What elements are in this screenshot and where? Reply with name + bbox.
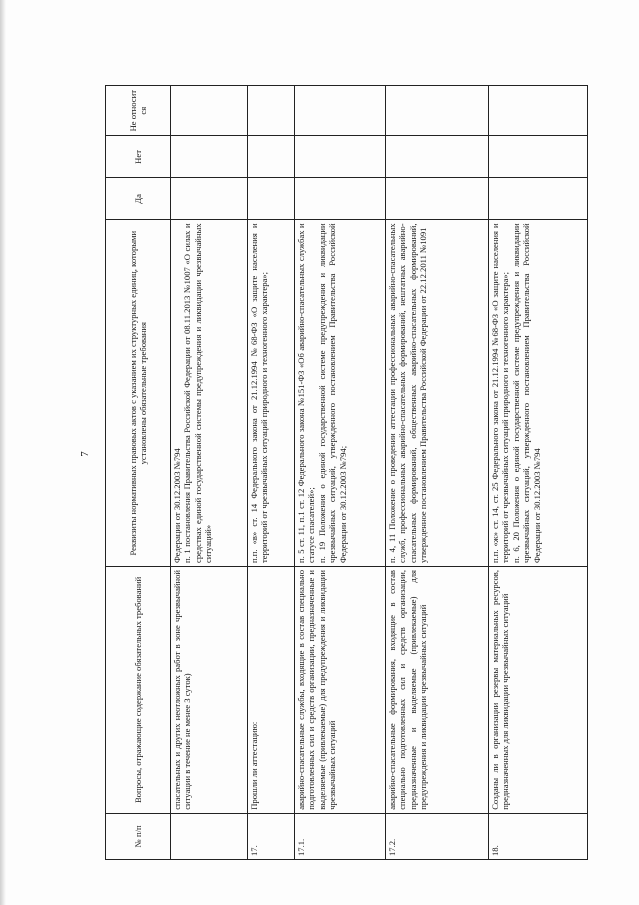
cell-na <box>489 86 588 136</box>
cell-no <box>295 136 386 178</box>
header-num: № п/п <box>106 813 171 859</box>
row-num: 17.2. <box>386 813 489 859</box>
requisite-line: п. 1 постановления Правительства Российской Федерации от 08.11.2013 №1007 «О силах и средствах единой государственной системы предупреждения и ликвидации чрезвычайных ситуаций» <box>182 223 214 563</box>
header-no: Нет <box>106 136 171 178</box>
row-question: Созданы ли в организации резервы материальных ресурсов, предназначенных для ликвидации чрезвычайных ситуаций <box>489 567 588 814</box>
row-question: аварийно-спасательные формирования, входящие в состав специально подготовленных сил и средств организации, предназначенные и выделяемые (привлекаемые) для предупреждения и ликвидации чрезвычайных ситуаций <box>386 567 489 814</box>
cell-na <box>386 86 489 136</box>
cell-yes <box>386 178 489 220</box>
requisite-line: п. 19 Положения о единой государственной системе предупреждения и ликвидации чрезвычайных ситуаций, утвержденного постановлением Правительства Российской Федерации от 30.12.2003 №794; <box>316 223 348 563</box>
row-requisites <box>248 220 295 567</box>
row-question: аварийно-спасательные службы, входящие в состав специально подготовленных сил и средств организации, предназначенные и выделяемые (привлекаемые) для предупреждения и ликвидации чрезвычайных ситуаций <box>295 567 386 814</box>
row-num: 17.1. <box>295 813 386 859</box>
page-number: 7 <box>78 451 91 457</box>
scan-edge <box>0 0 6 905</box>
cell-na <box>248 86 295 136</box>
cell-na <box>295 86 386 136</box>
table-row <box>489 86 588 860</box>
requisite-line: Федерации от 30.12.2003 №794 <box>172 448 182 563</box>
cell-yes <box>489 178 588 220</box>
table-header-row <box>106 86 171 860</box>
cell-na <box>171 86 248 136</box>
table-row <box>295 86 386 860</box>
row-question: Прошли ли аттестацию: <box>248 567 295 814</box>
row-question: спасательных и других неотложных работ в зоне чрезвычайной ситуации в течение не менее 3 суток) <box>171 567 248 814</box>
cell-no <box>248 136 295 178</box>
document-sheet <box>105 85 542 860</box>
requisite-line: п.п. «ж» ст. 14, ст. 25 Федерального закона от 21.12.1994 №68-ФЗ «О защите населения и территорий от чрезвычайных ситуаций природного и техногенного характера»; <box>490 223 511 563</box>
row-requisites <box>386 220 489 567</box>
requisite-line: п. 4, 11 Положение о проведении аттестации профессиональных аварийно-спасательных служб, профессиональных аварийно-спасательных формирований, нештатных аварийно-спасательных формирований, общественных аварийно-спасательных формирований, утвержденное постановлением Правительства Российской Федерации от 22.12.2011 №1091 <box>387 223 429 563</box>
header-requisites: Реквизиты нормативных правовых актов с указанием их структурных единиц, которыми установлены обязательные требования <box>106 220 171 567</box>
header-yes: Да <box>106 178 171 220</box>
row-num <box>171 813 248 859</box>
header-question: Вопросы, отражающие содержание обязательных требований <box>106 567 171 814</box>
requirements-table <box>105 85 588 860</box>
requisite-line: п. 6, 20 Положения о единой государственной системе предупреждения и ликвидации чрезвычайных ситуаций, утвержденного постановлением Правительства Российской Федерации от 30.12.2003 №794 <box>510 223 542 563</box>
table-row <box>248 86 295 860</box>
cell-no <box>386 136 489 178</box>
cell-yes <box>248 178 295 220</box>
cell-no <box>171 136 248 178</box>
row-num: 17. <box>248 813 295 859</box>
requisite-line: п. 5 ст. 11, п.1 ст. 12 Федерального закона №151-ФЗ «Об аварийно-спасательных службах и статусе спасателей»; <box>296 223 317 563</box>
row-requisites <box>489 220 588 567</box>
row-requisites <box>295 220 386 567</box>
table-row <box>171 86 248 860</box>
row-num: 18. <box>489 813 588 859</box>
table-row <box>386 86 489 860</box>
cell-yes <box>295 178 386 220</box>
header-na: Не относит ся <box>106 86 171 136</box>
requisite-line: п.п. «в» ст. 14 Федерального закона от 21.12.1994 №68-ФЗ «О защите населения и территорий от чрезвычайных ситуаций природного и техногенного характера»; <box>249 223 270 563</box>
cell-no <box>489 136 588 178</box>
row-requisites <box>171 220 248 567</box>
cell-yes <box>171 178 248 220</box>
